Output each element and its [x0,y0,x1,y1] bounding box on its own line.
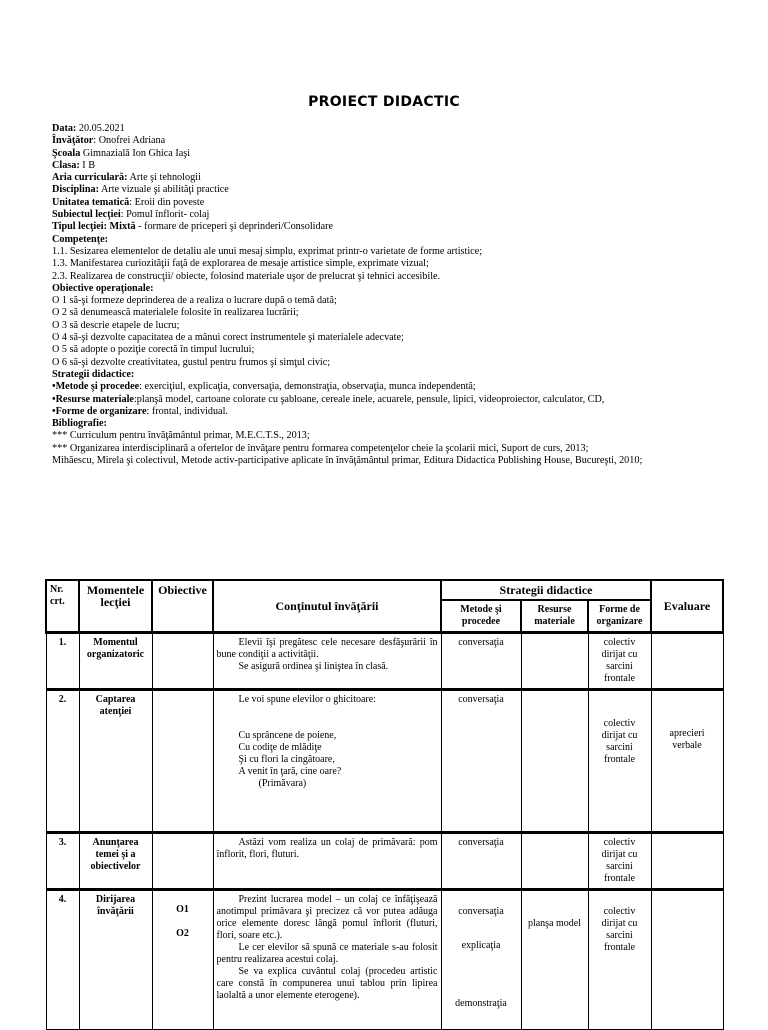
header-evaluation: Evaluare [651,580,723,633]
area-line: Aria curriculară: Arte şi tehnologii [52,172,201,184]
row-content: Le voi spune elevilor o ghicitoare: Cu sprâncene de poiene, Cu codiţe de mlădiţe Şi cu flori la cingătoare, A venit în ţară, cine oare? (Primăvara) [213,690,441,833]
lesson-info [52,123,752,467]
document-title: PROIECT DIDACTIC [308,94,460,110]
row-moment: Dirijarea învăţării [79,890,152,1030]
objective-item: O 5 să adopte o poziţie corectă în timpul lucrului; [52,344,255,356]
lesson-plan-table [45,579,724,1030]
competences-heading: Competenţe: [52,233,109,245]
row-evaluation [651,890,723,1030]
row-objectives [152,833,213,890]
row-evaluation: aprecieri verbale [651,690,723,833]
row-moment: Anunţarea temei şi a obiectivelor [79,833,152,890]
row-resources: planşa model [521,890,588,1030]
bibliography-item: *** Organizarea interdisciplinară a ofertelor de învăţare pentru formarea competenţelor cheie la şcolarii mici, Suport de curs, 2013; [52,442,589,454]
table-row [46,633,723,690]
row-forms: colectiv dirijat cu sarcini frontale [588,833,651,890]
bibliography-item: *** Curriculum pentru învăţământul primar, M.E.C.T.S., 2013; [52,430,310,442]
unit-line: Unitatea tematică: Eroii din poveste [52,196,205,208]
table-row [46,890,723,1030]
objective-item: O 2 să denumească materialele folosite în realizarea lucrării; [52,307,299,319]
table-row [46,690,723,833]
header-moment: Momentele lecţiei [79,580,152,633]
row-content: Elevii îşi pregătesc cele necesare desfăşurării în bune condiţii a activităţii. Se asigură ordinea şi liniştea în clasă. [213,633,441,690]
riddle-line: Cu sprâncene de poiene, [238,730,337,741]
row-forms: colectiv dirijat cu sarcini frontale [588,690,651,833]
objective-item: O 3 să descrie etapele de lucru; [52,319,180,331]
row-nr: 2. [46,690,79,833]
header-strategies: Strategii didactice [441,580,651,600]
header-objectives: Obiective [152,580,213,633]
forms-line: •Forme de organizare: frontal, individual. [52,405,228,417]
row-resources [521,633,588,690]
row-evaluation [651,833,723,890]
table-row [46,833,723,890]
bibliography-item: Mihăescu, Mirela şi colectivul, Metode activ-participative aplicate în învăţământul primar, Editura Didactica Publishing House, Bucureşti, 2010; [52,455,643,467]
discipline-line: Disciplina: Arte vizuale şi abilităţi practice [52,184,229,196]
row-objectives [152,633,213,690]
riddle-line: Cu codiţe de mlădiţe [238,742,322,753]
competence-item: 2.3. Realizarea de construcţii/ obiecte, folosind materiale uşor de prelucrat şi tehnici accesibile. [52,270,441,282]
row-forms: colectiv dirijat cu sarcini frontale [588,633,651,690]
resources-line: •Resurse materiale:planşă model, cartoane colorate cu şabloane, cereale inele, acuarele, pensule, lipici, videoproiector, calculator, CD, [52,393,605,405]
class-line: Clasa: I B [52,159,96,171]
objective-item: O 1 să-şi formeze deprinderea de a realiza o lucrare după o temă dată; [52,295,337,307]
row-methods: conversaţia [441,833,521,890]
header-forms: Forme de organizare [588,600,651,633]
row-methods: conversaţia [441,633,521,690]
header-content: Conţinutul învăţării [213,580,441,633]
teacher-line: Învăţător: Onofrei Adriana [52,135,166,147]
competence-item: 1.3. Manifestarea curiozităţii faţă de explorarea de mesaje artistice simple, exprimate vizual; [52,258,429,270]
subject-line: Subiectul lecţiei: Pomul înflorit- colaj [52,209,210,221]
bibliography-heading: Bibliografie: [52,418,107,430]
header-nr: Nr. crt. [46,580,79,633]
row-methods: conversaţia [441,690,521,833]
objectives-heading: Obiective operaţionale: [52,282,154,294]
row-content: Prezint lucrarea model – un colaj ce înfăţişează anotimpul primăvara şi precizez că vor putea adăuga orice elemente doresc lângă pomul înflorit (fluturi, flori, soare etc.). Le cer elevilor să spună ce materiale s-au folosit pentru realizarea acestui colaj. Se va explica cuvântul colaj (procedeu artistic care constă în compunerea unui tablou prin lipirea laolaltă a unor elemente eterogene). [213,890,441,1030]
school-line: Şcoala Gimnazială Ion Ghica Iaşi [52,147,191,159]
riddle-answer: (Primăvara) [258,778,307,789]
row-moment: Captarea atenţiei [79,690,152,833]
row-resources [521,833,588,890]
strategies-heading: Strategii didactice: [52,368,135,380]
competence-item: 1.1. Sesizarea elementelor de detaliu ale unui mesaj simplu, exprimat printr-o varietate de forme artistice; [52,245,483,257]
row-nr: 1. [46,633,79,690]
objective-item: O 6 să-şi dezvolte creativitatea, gustul pentru frumos şi simţul civic; [52,356,331,368]
row-forms: colectiv dirijat cu sarcini frontale [588,890,651,1030]
row-resources [521,690,588,833]
objective-item: O 4 să-şi dezvolte capacitatea de a mânui corect instrumentele şi materialele adecvate; [52,332,404,344]
date-line: Data: 20.05.2021 [52,123,125,134]
row-objectives [152,690,213,833]
header-resources: Resurse materiale [521,600,588,633]
row-moment: Momentul organizatoric [79,633,152,690]
riddle-line: Şi cu flori la cingătoare, [238,754,335,765]
row-methods: conversaţia explicaţia demonstraţia [441,890,521,1030]
row-nr: 3. [46,833,79,890]
row-nr: 4. [46,890,79,1030]
row-objectives: O1 O2 [152,890,213,1030]
row-evaluation [651,633,723,690]
header-methods: Metode şi procedee [441,600,521,633]
methods-line: •Metode şi procedee: exerciţiul, explicaţia, conversaţia, demonstraţia, observaţia, munca independentă; [52,381,476,393]
row-content: Astăzi vom realiza un colaj de primăvară: pom înflorit, flori, fluturi. [213,833,441,890]
type-line: Tipul lecţiei: Mixtă - formare de priceperi şi deprinderi/Consolidare [52,221,334,233]
riddle-line: A venit în ţară, cine oare? [238,766,342,777]
